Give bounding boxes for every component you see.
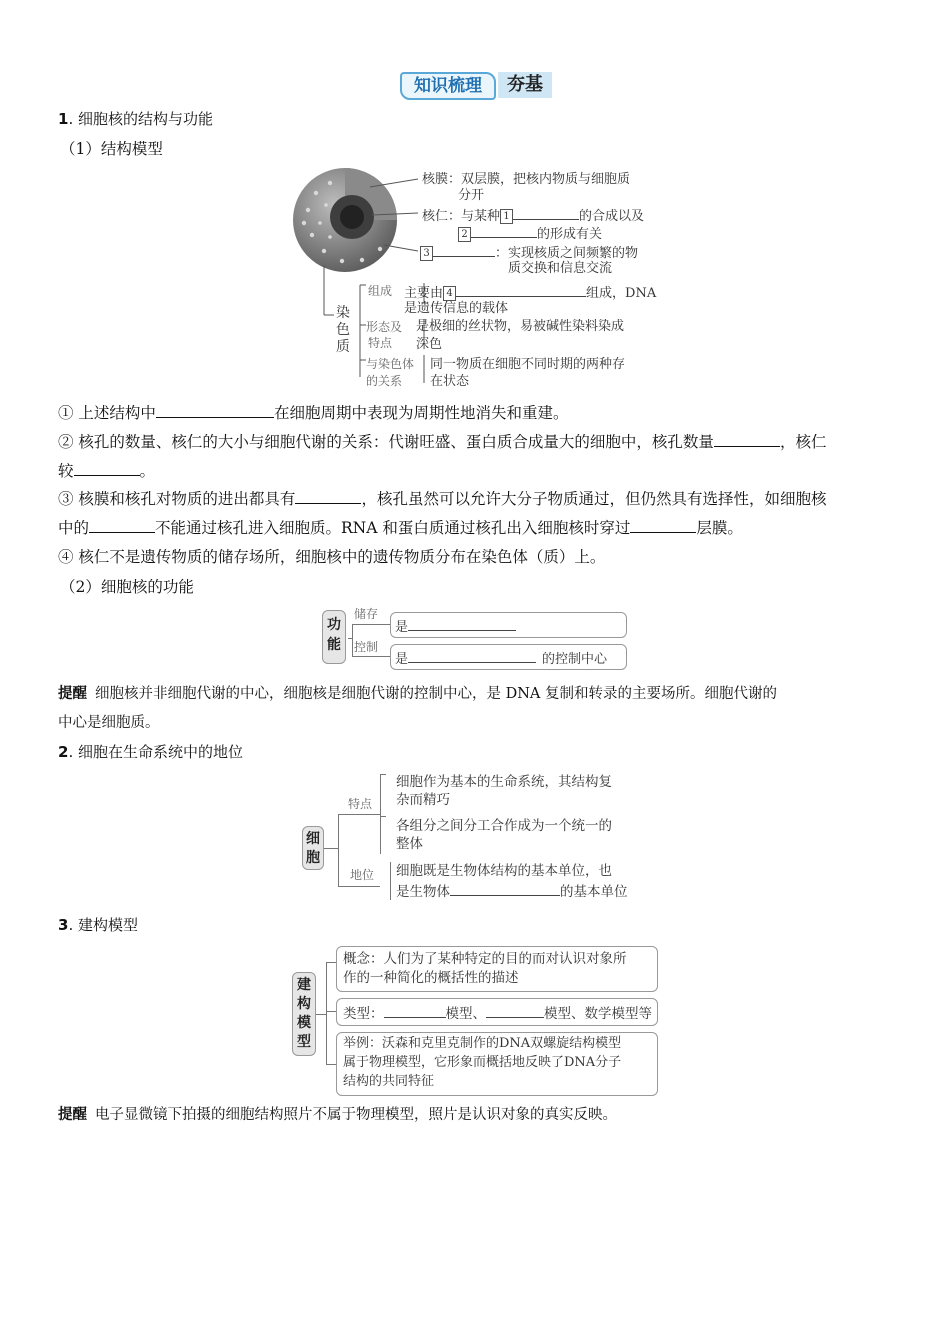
function-diagram — [322, 606, 632, 670]
section-banner — [398, 70, 554, 100]
paragraph-4: ④ 核仁不是遗传物质的储存场所，细胞核中的遗传物质分布在染色体（质）上。 — [58, 548, 606, 566]
heading-text: . 建构模型 — [68, 916, 138, 934]
answer-blank — [74, 460, 140, 476]
concept-text: 概念：人们为了某种特定的目的而对认识对象所 — [343, 951, 627, 967]
subheading: （1）结构模型 — [60, 140, 163, 158]
membrane-label: 核膜：双层膜，把核内物质与细胞质 — [422, 172, 631, 187]
store-label: 储存 — [354, 607, 379, 621]
example-box — [336, 1032, 658, 1096]
blank-line — [408, 649, 536, 663]
feature-2-line2: 整体 — [396, 836, 423, 852]
form-text-line2: 深色 — [416, 337, 443, 352]
feature-1-line2: 杂而精巧 — [396, 792, 450, 808]
example-text-line3: 结构的共同特征 — [343, 1074, 435, 1089]
relation-text: 同一物质在细胞不同时期的两种存 — [430, 357, 626, 372]
banner-subtitle: 夯基 — [498, 72, 552, 98]
composition-text-line2: 是遗传信息的载体 — [404, 301, 509, 316]
section-heading — [58, 108, 213, 130]
function-tag: 功 能 — [322, 610, 346, 664]
blank-number: 1 — [500, 209, 513, 224]
type-box — [336, 998, 658, 1026]
feature-label: 特点 — [348, 797, 373, 811]
blank-line — [450, 882, 560, 896]
position-label: 地位 — [350, 868, 375, 882]
relation-label-line2: 的关系 — [366, 374, 403, 388]
section-heading — [58, 741, 243, 763]
paragraph-3: ③ 核膜和核孔对物质的进出都具有 ，核孔虽然可以允许大分子物质通过，但仍然具有选择性，如细胞核 — [58, 490, 827, 508]
paragraph-3-line2: 中的 不能通过核孔进入细胞质。RNA 和蛋白质通过核孔出入细胞核时穿过 层膜。 — [58, 519, 743, 537]
model-tag: 建 构 模 型 — [292, 972, 316, 1056]
position-text: 细胞既是生物体结构的基本单位，也 — [396, 863, 612, 879]
feature-2: 各组分之间分工合作成为一个统一的 — [396, 818, 612, 834]
section-heading — [58, 914, 138, 936]
composition-label: 组成 — [368, 284, 393, 298]
feature-1: 细胞作为基本的生命系统，其结构复 — [396, 774, 612, 790]
heading-number: 1 — [58, 110, 69, 128]
blank-number: 4 — [443, 286, 456, 301]
function-box-store: 是 — [390, 612, 627, 638]
blank-line — [486, 1004, 544, 1018]
relation-text-line2: 在状态 — [430, 374, 470, 389]
blank-line — [513, 206, 579, 220]
answer-blank — [714, 431, 780, 447]
cell-tag: 细 胞 — [302, 826, 324, 870]
form-label: 形态及 — [366, 320, 403, 334]
heading-number: 2 — [58, 743, 69, 761]
relation-label: 与染色体 — [366, 357, 415, 371]
heading-text: . 细胞核的结构与功能 — [68, 110, 213, 128]
example-text-line2: 属于物理模型，它形象而概括地反映了DNA分子 — [343, 1055, 622, 1070]
blank-line — [471, 224, 537, 238]
position-text-line2: 是生物体 的基本单位 — [396, 884, 628, 900]
membrane-label-line2: 分开 — [458, 188, 485, 203]
answer-blank — [295, 488, 361, 504]
control-label: 控制 — [354, 640, 379, 654]
blank-line — [433, 243, 495, 257]
composition-text: 主要由 4 组成，DNA — [404, 283, 656, 302]
heading-number: 3 — [58, 916, 69, 934]
pore-label-line2: 质交换和信息交流 — [508, 261, 613, 276]
form-label-line2: 特点 — [368, 336, 393, 350]
answer-blank — [156, 402, 274, 418]
blank-number: 2 — [458, 227, 471, 242]
chromatin-title: 染色质 — [336, 305, 350, 355]
banner-title: 知识梳理 — [400, 72, 496, 100]
example-text: 举例：沃森和克里克制作的DNA双螺旋结构模型 — [343, 1036, 622, 1051]
blank-line — [408, 617, 516, 631]
form-text: 是极细的丝状物，易被碱性染料染成 — [416, 319, 625, 334]
tip-1-line2: 中心是细胞质。 — [58, 715, 160, 731]
tip-label: 提醒 — [58, 686, 87, 702]
answer-blank — [89, 517, 155, 533]
nucleolus-label: 核仁：与某种 1 的合成以及 — [422, 206, 644, 225]
nucleus-diagram — [290, 165, 670, 395]
heading-text: . 细胞在生命系统中的地位 — [68, 743, 243, 761]
subheading: （2）细胞核的功能 — [60, 578, 194, 596]
model-diagram — [290, 944, 662, 1096]
tip-2: 提醒 电子显微镜下拍摄的细胞结构照片不属于物理模型，照片是认识对象的真实反映。 — [58, 1107, 617, 1123]
tip-1: 提醒 细胞核并非细胞代谢的中心，细胞核是细胞代谢的控制中心，是 DNA 复制和转录的主要场所。细胞代谢的 — [58, 686, 777, 702]
tip-label: 提醒 — [58, 1107, 87, 1123]
blank-number: 3 — [420, 246, 433, 261]
nucleolus-label-line2: 2 的形成有关 — [458, 224, 602, 243]
paragraph-2: ② 核孔的数量、核仁的大小与细胞代谢的关系：代谢旺盛、蛋白质合成量大的细胞中，核孔数量 ，核仁 — [58, 433, 827, 451]
type-text: 类型： 模型、 模型、数学模型等 — [343, 1006, 652, 1022]
cell-diagram — [300, 770, 660, 902]
blank-line — [456, 283, 586, 297]
function-box-control: 是 的控制中心 — [390, 644, 627, 670]
paragraph-1: ① 上述结构中 在细胞周期中表现为周期性地消失和重建。 — [58, 404, 569, 422]
pore-label: 3 ：实现核质之间频繁的物 — [420, 243, 638, 262]
paragraph-2-line2: 较 。 — [58, 462, 156, 480]
concept-box — [336, 946, 658, 992]
answer-blank — [630, 517, 696, 533]
blank-line — [384, 1004, 446, 1018]
concept-text-line2: 作的一种简化的概括性的描述 — [343, 970, 519, 986]
